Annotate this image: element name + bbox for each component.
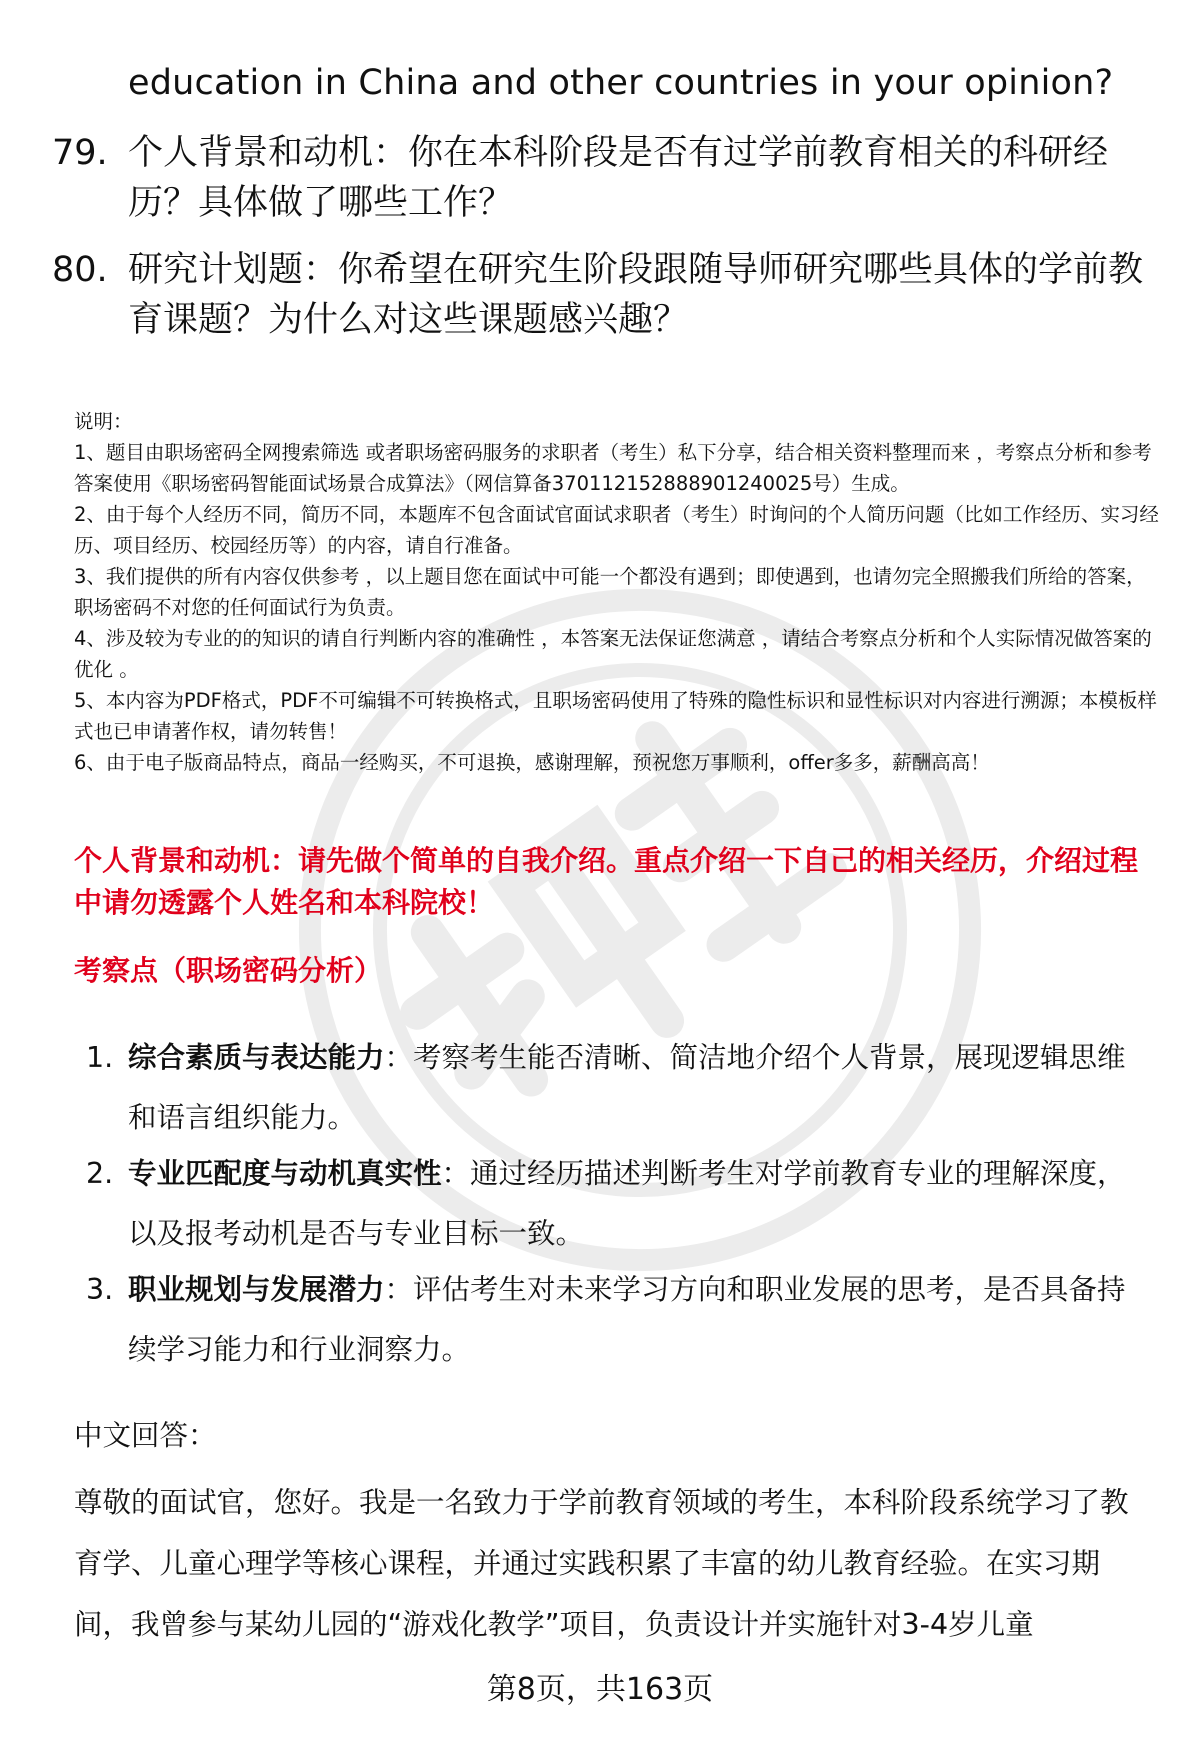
notes-title: 说明： <box>74 410 133 433</box>
analysis-point <box>74 1028 1154 1148</box>
point-text: ：通过经历描述判断考生对学前教育专业的理解深度，以及报考动机是否与专业目标一致。 <box>128 1157 1126 1250</box>
note-item: 2、由于每个人经历不同，简历不同，本题库不包含面试官面试求职者（考生）时询问的个人简历问题（比如工作经历、实习经历、项目经历、校园经历等）的内容，请自行准备。 <box>74 503 1159 557</box>
answer-text: 尊敬的面试官，您好。我是一名致力于学前教育领域的考生，本科阶段系统学习了教育学、儿童心理学等核心课程，并通过实践积累了丰富的幼儿教育经验。在实习期间，我曾参与某幼儿园的“游戏化教学”项目，负责设计并实施针对3-4岁儿童 <box>74 1486 1129 1641</box>
point-number: 3. <box>86 1273 114 1306</box>
point-title: 职业规划与发展潜力 <box>128 1273 385 1306</box>
question-79 <box>52 128 1148 228</box>
analysis-points <box>74 1028 1154 1380</box>
question-text: 个人背景和动机：你在本科阶段是否有过学前教育相关的科研经历？具体做了哪些工作？ <box>128 133 1109 223</box>
notes-section <box>74 406 1160 778</box>
question-78-continuation: education in China and other countries in your opinion? <box>128 63 1114 103</box>
analysis-point <box>74 1144 1154 1264</box>
note-item: 5、本内容为PDF格式，PDF不可编辑不可转换格式，且职场密码使用了特殊的隐性标识和显性标识对内容进行溯源；本模板样式也已申请著作权，请勿转售！ <box>74 689 1157 743</box>
question-text: 研究计划题：你希望在研究生阶段跟随导师研究哪些具体的学前教育课题？为什么对这些课题感兴趣？ <box>128 250 1144 340</box>
point-number: 1. <box>86 1041 114 1074</box>
analysis-heading: 考察点（职场密码分析） <box>74 954 383 987</box>
note-item: 3、我们提供的所有内容仅供参考 ，以上题目您在面试中可能一个都没有遇到；即使遇到，也请勿完全照搬我们所给的答案，职场密码不对您的任何面试行为负责。 <box>74 565 1146 619</box>
page-footer: 第8页，共163页 <box>486 1672 714 1707</box>
note-item: 4、涉及较为专业的的知识的请自行判断内容的准确性 ，本答案无法保证您满意 ，请结合考察点分析和个人实际情况做答案的优化 。 <box>74 627 1152 681</box>
point-title: 专业匹配度与动机真实性 <box>128 1157 442 1190</box>
point-text: ：考察考生能否清晰、简洁地介绍个人背景，展现逻辑思维和语言组织能力。 <box>128 1041 1126 1134</box>
point-text: ：评估考生对未来学习方向和职业发展的思考，是否具备持续学习能力和行业洞察力。 <box>128 1273 1126 1366</box>
point-number: 2. <box>86 1157 114 1190</box>
answer-label: 中文回答： <box>74 1419 217 1452</box>
question-number: 79. <box>52 133 108 173</box>
note-item: 6、由于电子版商品特点，商品一经购买，不可退换，感谢理解，预祝您万事顺利，offer多多，薪酬高高！ <box>74 751 990 774</box>
analysis-point <box>74 1260 1154 1380</box>
question-number: 80. <box>52 250 108 290</box>
question-80 <box>52 245 1148 345</box>
point-title: 综合素质与表达能力 <box>128 1041 385 1074</box>
current-question-heading: 个人背景和动机：请先做个简单的自我介绍。重点介绍一下自己的相关经历，介绍过程中请勿透露个人姓名和本科院校！ <box>74 844 1139 919</box>
note-item: 1、题目由职场密码全网搜索筛选 或者职场密码服务的求职者（考生）私下分享，结合相关资料整理而来 ，考察点分析和参考答案使用《职场密码智能面试场景合成算法》（网信算备370112152888901240025号）生成。 <box>74 441 1152 495</box>
